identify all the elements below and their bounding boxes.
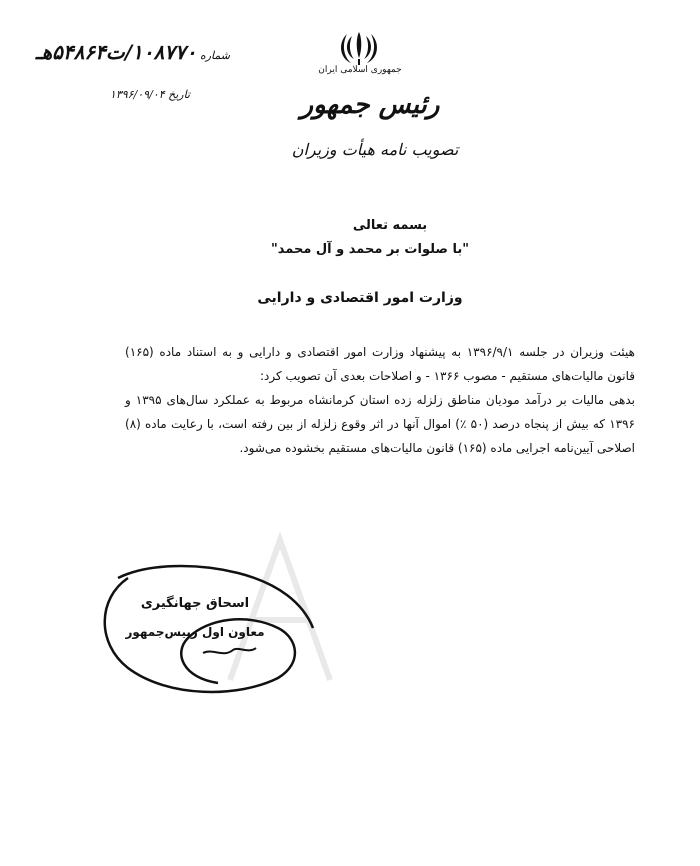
iran-emblem-icon (336, 28, 382, 68)
signer-name: اسحاق جهانگیری (140, 596, 250, 611)
number-label: شماره (199, 49, 230, 62)
decree-decision: بدهی مالیات بر درآمد مودیان مناطق زلزله زده استان کرمانشاه مربوط به عملکرد سال‌های ۱۳۹۵ و ۱۳۹۶ که بیش از پنجاه درصد (۵۰ ٪) اموال آنها در اثر وقوع زلزله از بین رفته است، با رعایت ماده (۸) اصلاحی آیین‌نامه اجرایی ماده (۱۶۵) قانون مالیات‌های مستقیم بخشوده می‌شود. (125, 393, 635, 455)
office-title: رئیس جمهور (300, 90, 440, 120)
document-type: تصویب نامه هیأت وزیران (291, 140, 459, 159)
basmala: بسمه تعالی (352, 218, 428, 233)
country-name: جمهوری اسلامی ایران (318, 65, 402, 75)
decree-intro: هیئت وزیران در جلسه ۱۳۹۶/۹/۱ به پیشنهاد وزارت امور اقتصادی و دارایی و به استناد ماده (۱۶۵) قانون مالیات‌های مستقیم - مصوب ۱۳۶۶ - و اصلاحات بعدی آن تصویب کرد: (125, 345, 635, 383)
decree-body (125, 340, 635, 460)
date-label: تاریخ (168, 88, 190, 101)
reference-number (30, 40, 230, 64)
signer-title: معاون اول رییس‌جمهور (125, 625, 265, 639)
date-value: ۱۳۹۶/۰۹/۰۴ (109, 88, 165, 101)
reference-date (30, 88, 190, 101)
recipient-ministry: وزارت امور اقتصادی و دارایی (257, 290, 463, 306)
number-value: ۱۰۸۷۷۰/ت۵۴۸۶۴هـ (35, 40, 197, 64)
salavat-line: "با صلوات بر محمد و آل محمد" (270, 242, 470, 257)
